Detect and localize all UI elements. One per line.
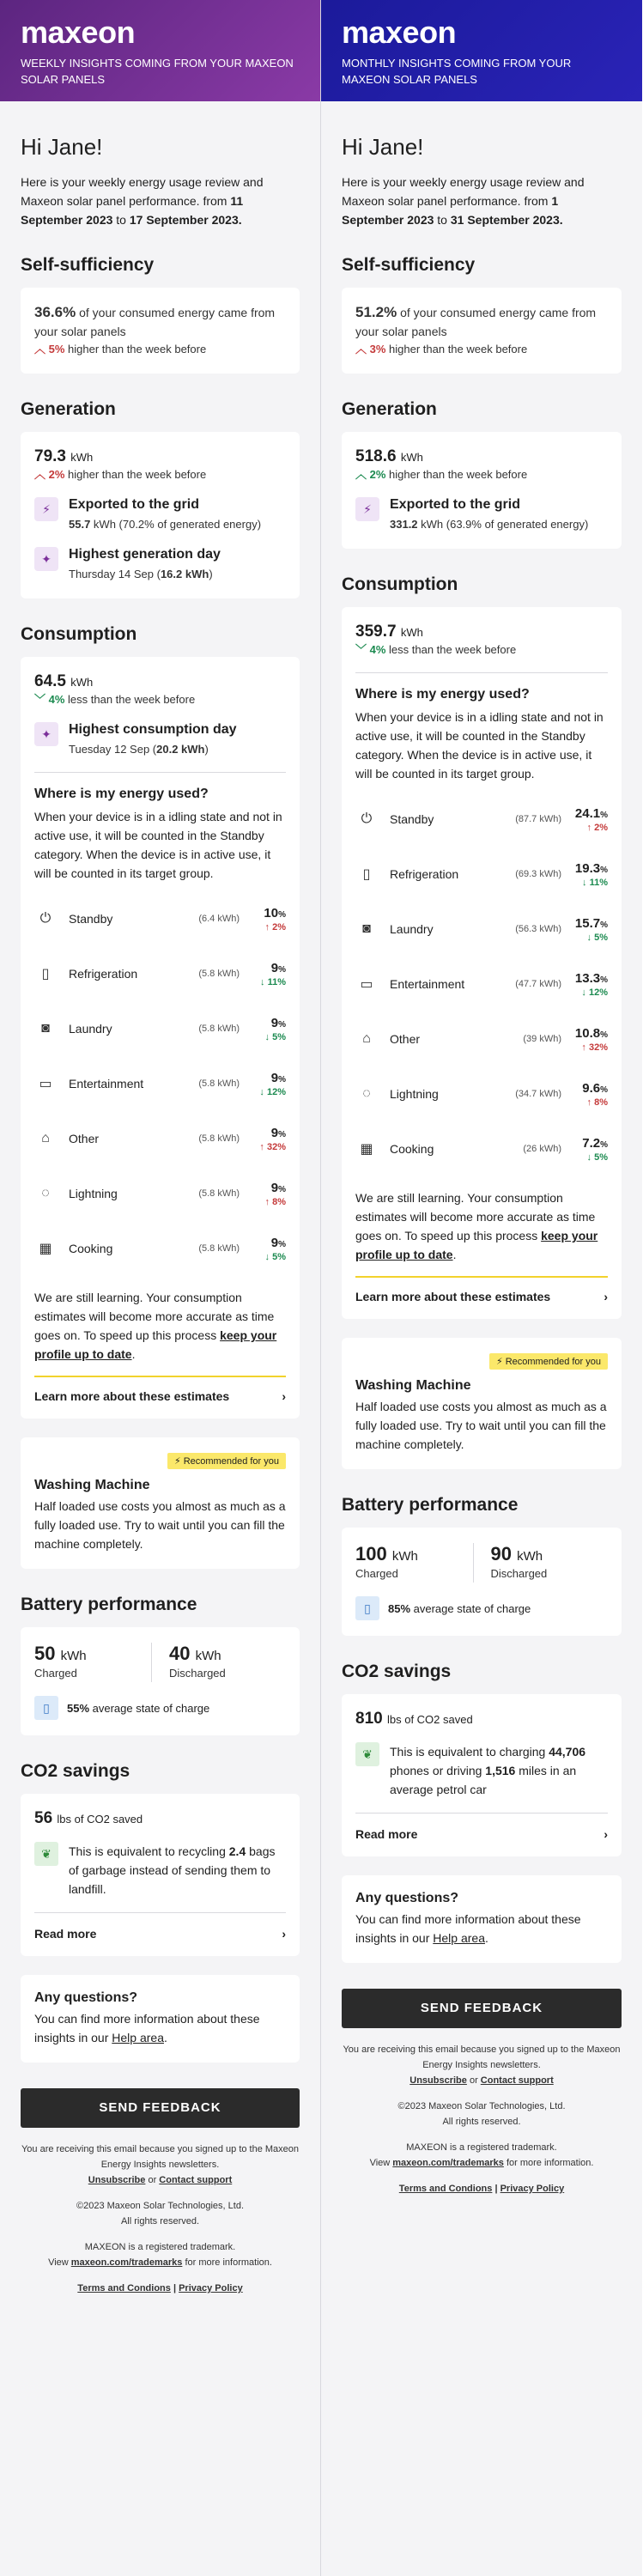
- highest-generation: ✦ Highest generation day Thursday 14 Sep (16.2 kWh): [34, 547, 286, 583]
- grid-tower-icon: ⚡: [355, 497, 379, 521]
- fridge-icon: ▯: [41, 967, 50, 981]
- arrow-up-icon: ︿: [355, 468, 370, 481]
- chevron-right-icon: ›: [604, 1290, 608, 1303]
- trademarks-link[interactable]: maxeon.com/trademarks: [70, 2257, 183, 2268]
- consumption-card: 359.7 kWh ﹀ 4% less than the week before Where is my energy used? When your device is in a idling state and not in active use, it will be counted in the Standby category. When the device is in active use, it will be counted in its target group. ⏻ Standby (87.7 kWh) 24.1% ↑ 2% ▯ Refrigeration (69.3 kWh) 19.3% ↓ 11% ◙ Laundry (56.3 kWh) 15.7% ↓ 5% ▭ Entertainment (47.7 kWh) 13.3% ↓ 12% ⌂ Other (39 kWh) 10.8% ↑ 32% ◌ Lightning (34.7 kWh) 9.6% ↑ 8% ▦ Cooking (26 kWh) 7.2% ↓ 5% We are still learning. Your consumption estimates will become more accurate as time goes on. To speed up this process keep your profile up to date. Learn more about these estimates ›: [342, 607, 622, 1319]
- washer-icon: ◙: [362, 921, 371, 936]
- stove-icon: ▦: [39, 1242, 52, 1256]
- where-title: Where is my energy used?: [34, 787, 209, 801]
- usage-name: Cooking: [69, 1242, 113, 1255]
- arrow-up-icon: ︿: [34, 468, 49, 481]
- recommended-badge: ⚡ Recommended for you: [489, 1353, 608, 1370]
- usage-percent: 10% ↑ 2%: [246, 906, 286, 933]
- bulb-icon: ◌: [362, 1086, 371, 1101]
- battery-title: Battery performance: [21, 1595, 197, 1614]
- co2-card: 56 lbs of CO2 saved ❦ This is equivalent to recycling 2.4 bags of garbage instead of sending them to landfill. Read more ›: [21, 1794, 300, 1956]
- usage-kwh: (87.7 kWh): [515, 814, 561, 824]
- grid-tower-icon: ⚡: [34, 497, 58, 521]
- usage-percent: 19.3% ↓ 11%: [568, 861, 608, 888]
- usage-percent: 9% ↑ 32%: [246, 1126, 286, 1152]
- co2-card: 810 lbs of CO2 saved ❦ This is equivalent to charging 44,706 phones or driving 1,516 miles in an average petrol car Read more ›: [342, 1694, 622, 1856]
- washer-icon: ◙: [41, 1021, 50, 1036]
- usage-row: [355, 1121, 608, 1176]
- arrow-down-icon: ﹀: [34, 693, 49, 706]
- read-more-link[interactable]: Read more ›: [34, 1927, 286, 1941]
- co2-title: CO2 savings: [21, 1761, 130, 1781]
- contact-support-link[interactable]: Contact support: [480, 2075, 554, 2086]
- help-area-link[interactable]: Help area: [433, 1931, 485, 1945]
- exported-grid: ⚡ Exported to the grid 55.7 kWh (70.2% of generated energy): [34, 497, 286, 533]
- usage-percent: 10.8% ↑ 32%: [568, 1026, 608, 1053]
- highest-consumption: ✦ Highest consumption day Tuesday 12 Sep (20.2 kWh): [34, 722, 286, 758]
- usage-row: [355, 847, 608, 902]
- arrow-up-icon: ↑: [586, 1097, 595, 1108]
- greeting: Hi Jane!: [21, 134, 103, 160]
- usage-row: [34, 946, 286, 1001]
- questions-card: Any questions? You can find more information about these insights in our Help area.: [342, 1875, 622, 1963]
- weekly-email: [0, 0, 321, 2576]
- questions-card: Any questions? You can find more information about these insights in our Help area.: [21, 1975, 300, 2063]
- usage-name: Laundry: [69, 1022, 112, 1036]
- usage-name: Entertainment: [69, 1077, 144, 1091]
- leaf-icon: ❦: [34, 1842, 58, 1866]
- usage-kwh: (5.8 kWh): [198, 1243, 240, 1254]
- usage-percent: 24.1% ↑ 2%: [568, 806, 608, 833]
- arrow-down-icon: ↓: [260, 976, 268, 987]
- generation-card: 518.6 kWh ︿ 2% higher than the week before ⚡ Exported to the grid 331.2 kWh (63.9% of generated energy): [342, 432, 622, 549]
- usage-percent: 9% ↓ 12%: [246, 1071, 286, 1097]
- usage-name: Refrigeration: [390, 867, 459, 881]
- learning-text: We are still learning. Your consumption estimates will become more accurate as time goes on. To speed up this process keep your profile up to date.: [34, 1291, 277, 1361]
- usage-list: [34, 891, 286, 1276]
- self-sufficiency-title: Self-sufficiency: [342, 255, 476, 275]
- arrow-up-icon: ↑: [581, 1042, 589, 1053]
- tv-icon: ▭: [39, 1077, 52, 1091]
- privacy-link[interactable]: Privacy Policy: [500, 2184, 565, 2194]
- change-down: ↓ 5%: [264, 1031, 286, 1042]
- usage-name: Standby: [390, 812, 434, 826]
- arrow-down-icon: ↓: [581, 987, 589, 998]
- intro-text: Here is your weekly energy usage review and Maxeon solar panel performance. from 11 September 2023 to 17 September 2023.: [21, 175, 264, 227]
- usage-row: [34, 1001, 286, 1056]
- usage-percent: 7.2% ↓ 5%: [568, 1136, 608, 1163]
- usage-row: [34, 1221, 286, 1276]
- maxeon-logo: maxeon: [21, 15, 136, 50]
- usage-kwh: (34.7 kWh): [515, 1089, 561, 1099]
- change-down: ↓ 5%: [586, 932, 608, 943]
- battery-card: 50 kWh Charged 40 kWh Discharged ▯ 55% average state of charge: [21, 1627, 300, 1735]
- change-up: ↑ 8%: [264, 1196, 286, 1207]
- arrow-down-icon: ↓: [582, 877, 590, 888]
- change-down: ↓ 11%: [260, 976, 286, 987]
- arrow-up-icon: ︿: [34, 343, 49, 355]
- usage-kwh: (5.8 kWh): [198, 1024, 240, 1034]
- usage-name: Cooking: [390, 1142, 434, 1156]
- generation-title: Generation: [342, 399, 437, 419]
- usage-name: Lightning: [390, 1087, 439, 1101]
- email-footer: You are receiving this email because you signed up to the Maxeon Energy Insights newsletters. Unsubscribe or Contact support ©2023 Maxeon Solar Technologies, Ltd. All rights reserved. MAXEON is a registered trademark. View maxeon.com/trademarks for more information. Terms and Condions | Privacy Policy: [21, 2144, 300, 2293]
- change-up: ↑ 2%: [586, 822, 608, 833]
- help-area-link[interactable]: Help area: [112, 2031, 164, 2044]
- usage-kwh: (6.4 kWh): [198, 914, 240, 924]
- greeting: Hi Jane!: [342, 134, 424, 160]
- learn-more-link[interactable]: Learn more about these estimates ›: [355, 1290, 608, 1303]
- self-sufficiency-card: 51.2% of your consumed energy came from your solar panels ︿ 3% higher than the week before: [342, 288, 622, 374]
- power-icon: ⏻: [361, 811, 373, 826]
- usage-kwh: (5.8 kWh): [198, 969, 240, 979]
- where-title: Where is my energy used?: [355, 687, 530, 702]
- change-down: ↓ 12%: [259, 1086, 286, 1097]
- send-feedback-button[interactable]: SEND FEEDBACK: [21, 2088, 300, 2128]
- home-icon: ⌂: [41, 1131, 50, 1145]
- email-header: [321, 0, 642, 101]
- send-feedback-button[interactable]: SEND FEEDBACK: [342, 1989, 622, 2028]
- usage-kwh: (39 kWh): [523, 1034, 561, 1044]
- usage-name: Other: [69, 1132, 100, 1145]
- usage-row: [355, 957, 608, 1012]
- arrow-up-icon: ︿: [355, 343, 370, 355]
- generation-title: Generation: [21, 399, 116, 419]
- arrow-down-icon: ↓: [264, 1251, 273, 1262]
- usage-name: Lightning: [69, 1187, 118, 1200]
- generation-card: 79.3 kWh ︿ 2% higher than the week before ⚡ Exported to the grid 55.7 kWh (70.2% of generated energy) ✦ Highest generation day Thursday 14 Sep (16.2 kWh): [21, 432, 300, 598]
- change-down: ↓ 5%: [586, 1151, 608, 1163]
- usage-row: [34, 1111, 286, 1166]
- usage-name: Laundry: [390, 922, 434, 936]
- arrow-down-icon: ↓: [586, 932, 595, 943]
- arrow-down-icon: ↓: [259, 1086, 267, 1097]
- usage-percent: 9% ↓ 11%: [246, 961, 286, 987]
- usage-row: [355, 902, 608, 957]
- usage-percent: 9% ↓ 5%: [246, 1236, 286, 1262]
- usage-row: [355, 1066, 608, 1121]
- usage-row: [34, 1166, 286, 1221]
- usage-kwh: (47.7 kWh): [515, 979, 561, 989]
- battery-icon: ▯: [355, 1596, 379, 1620]
- sparkle-icon: ✦: [34, 547, 58, 571]
- leaf-icon: ❦: [355, 1742, 379, 1766]
- usage-row: [355, 1012, 608, 1066]
- where-text: When your device is in a idling state and not in active use, it will be counted in the Standby category. When the device is in active use, it will be counted in its target group.: [355, 710, 604, 781]
- arrow-up-icon: ↑: [259, 1141, 267, 1152]
- usage-kwh: (56.3 kWh): [515, 924, 561, 934]
- header-tagline: WEEKLY INSIGHTS COMING FROM YOUR MAXEON SOLAR PANELS: [21, 57, 294, 86]
- usage-percent: 13.3% ↓ 12%: [568, 971, 608, 998]
- learning-text: We are still learning. Your consumption estimates will become more accurate as time goes on. To speed up this process keep your profile up to date.: [355, 1191, 598, 1261]
- arrow-up-icon: ↑: [264, 921, 273, 933]
- chevron-right-icon: ›: [282, 1389, 286, 1403]
- usage-percent: 9% ↓ 5%: [246, 1016, 286, 1042]
- trademarks-link[interactable]: maxeon.com/trademarks: [392, 2158, 504, 2168]
- power-icon: ⏻: [39, 911, 52, 926]
- unsubscribe-link[interactable]: Unsubscribe: [409, 2075, 467, 2086]
- terms-link[interactable]: Terms and Condions: [398, 2184, 493, 2194]
- email-header: [0, 0, 320, 101]
- where-text: When your device is in a idling state and not in active use, it will be counted in the Standby category. When the device is in active use, it will be counted in its target group.: [34, 810, 282, 880]
- chevron-right-icon: ›: [282, 1927, 286, 1941]
- co2-title: CO2 savings: [342, 1662, 452, 1681]
- privacy-link[interactable]: Privacy Policy: [179, 2283, 243, 2293]
- usage-list: [355, 792, 608, 1176]
- change-up: ↑ 8%: [586, 1097, 608, 1108]
- change-up: ↑ 32%: [259, 1141, 286, 1152]
- consumption-title: Consumption: [342, 574, 458, 594]
- self-sufficiency-card: 36.6% of your consumed energy came from your solar panels ︿ 5% higher than the week before: [21, 288, 300, 374]
- change-down: ↓ 12%: [581, 987, 608, 998]
- profile-link[interactable]: keep your profile up to date: [34, 1328, 277, 1361]
- recommended-badge: ⚡ Recommended for you: [167, 1453, 286, 1469]
- change-down: ↓ 11%: [582, 877, 608, 888]
- bulb-icon: ◌: [41, 1186, 50, 1200]
- chevron-right-icon: ›: [604, 1827, 608, 1841]
- usage-row: [34, 891, 286, 946]
- arrow-down-icon: ﹀: [355, 643, 370, 656]
- sparkle-icon: ✦: [34, 722, 58, 746]
- intro-text: Here is your weekly energy usage review and Maxeon solar panel performance. from 1 September 2023 to 31 September 2023.: [342, 175, 585, 227]
- battery-icon: ▯: [34, 1696, 58, 1720]
- read-more-link[interactable]: Read more ›: [355, 1827, 608, 1841]
- battery-card: 100 kWh Charged 90 kWh Discharged ▯ 85% average state of charge: [342, 1528, 622, 1636]
- recommendation-card: ⚡ Recommended for you Washing Machine Half loaded use costs you almost as much as a fully loaded use. Try to wait until you can fill the machine completely.: [342, 1338, 622, 1469]
- terms-link[interactable]: Terms and Condions: [77, 2283, 171, 2293]
- email-footer: You are receiving this email because you signed up to the Maxeon Energy Insights newsletters. Unsubscribe or Contact support ©2023 Maxeon Solar Technologies, Ltd. All rights reserved. MAXEON is a registered trademark. View maxeon.com/trademarks for more information. Terms and Condions | Privacy Policy: [343, 2044, 621, 2194]
- battery-title: Battery performance: [342, 1495, 519, 1515]
- tv-icon: ▭: [360, 977, 373, 992]
- usage-name: Standby: [69, 912, 113, 926]
- change-up: ↑ 2%: [264, 921, 286, 933]
- usage-name: Refrigeration: [69, 967, 138, 981]
- arrow-down-icon: ↓: [264, 1031, 273, 1042]
- usage-row: [34, 1056, 286, 1111]
- stove-icon: ▦: [360, 1142, 373, 1157]
- usage-row: [355, 792, 608, 847]
- arrow-down-icon: ↓: [586, 1151, 595, 1163]
- arrow-up-icon: ↑: [264, 1196, 273, 1207]
- self-sufficiency-title: Self-sufficiency: [21, 255, 155, 275]
- maxeon-logo: maxeon: [342, 15, 457, 50]
- fridge-icon: ▯: [362, 867, 371, 882]
- usage-percent: 15.7% ↓ 5%: [568, 916, 608, 943]
- usage-percent: 9.6% ↑ 8%: [568, 1081, 608, 1108]
- usage-name: Other: [390, 1032, 421, 1046]
- exported-grid: ⚡ Exported to the grid 331.2 kWh (63.9% of generated energy): [355, 497, 608, 533]
- consumption-card: 64.5 kWh ﹀ 4% less than the week before ✦ Highest consumption day Tuesday 12 Sep (20.2 kWh) Where is my energy used? When your device is in a idling state and not in active use, it will be counted in the Standby category. When the device is in active use, it will be counted in its target group. ⏻ Standby (6.4 kWh) 10% ↑ 2% ▯ Refrigeration (5.8 kWh) 9% ↓ 11% ◙ Laundry (5.8 kWh) 9% ↓ 5% ▭ Entertainment (5.8 kWh) 9% ↓ 12% ⌂ Other (5.8 kWh) 9% ↑ 32% ◌ Lightning (5.8 kWh) 9% ↑ 8% ▦ Cooking (5.8 kWh) 9% ↓ 5% We are still learning. Your consumption estimates will become more accurate as time goes on. To speed up this process keep your profile up to date. Learn more about these estimates ›: [21, 657, 300, 1419]
- arrow-up-icon: ↑: [586, 822, 595, 833]
- usage-kwh: (5.8 kWh): [198, 1188, 240, 1199]
- usage-kwh: (5.8 kWh): [198, 1133, 240, 1144]
- usage-name: Entertainment: [390, 977, 465, 991]
- usage-kwh: (5.8 kWh): [198, 1078, 240, 1089]
- contact-support-link[interactable]: Contact support: [159, 2175, 233, 2185]
- change-up: ↑ 32%: [581, 1042, 608, 1053]
- change-down: ↓ 5%: [264, 1251, 286, 1262]
- home-icon: ⌂: [362, 1031, 371, 1046]
- header-tagline: MONTHLY INSIGHTS COMING FROM YOUR MAXEON SOLAR PANELS: [342, 57, 572, 86]
- consumption-title: Consumption: [21, 624, 137, 644]
- unsubscribe-link[interactable]: Unsubscribe: [88, 2175, 146, 2185]
- usage-kwh: (26 kWh): [523, 1144, 561, 1154]
- recommendation-card: ⚡ Recommended for you Washing Machine Half loaded use costs you almost as much as a fully loaded use. Try to wait until you can fill the machine completely.: [21, 1437, 300, 1569]
- usage-kwh: (69.3 kWh): [515, 869, 561, 879]
- usage-percent: 9% ↑ 8%: [246, 1181, 286, 1207]
- profile-link[interactable]: keep your profile up to date: [355, 1229, 598, 1261]
- monthly-email: [321, 0, 642, 2576]
- learn-more-link[interactable]: Learn more about these estimates ›: [34, 1389, 286, 1403]
